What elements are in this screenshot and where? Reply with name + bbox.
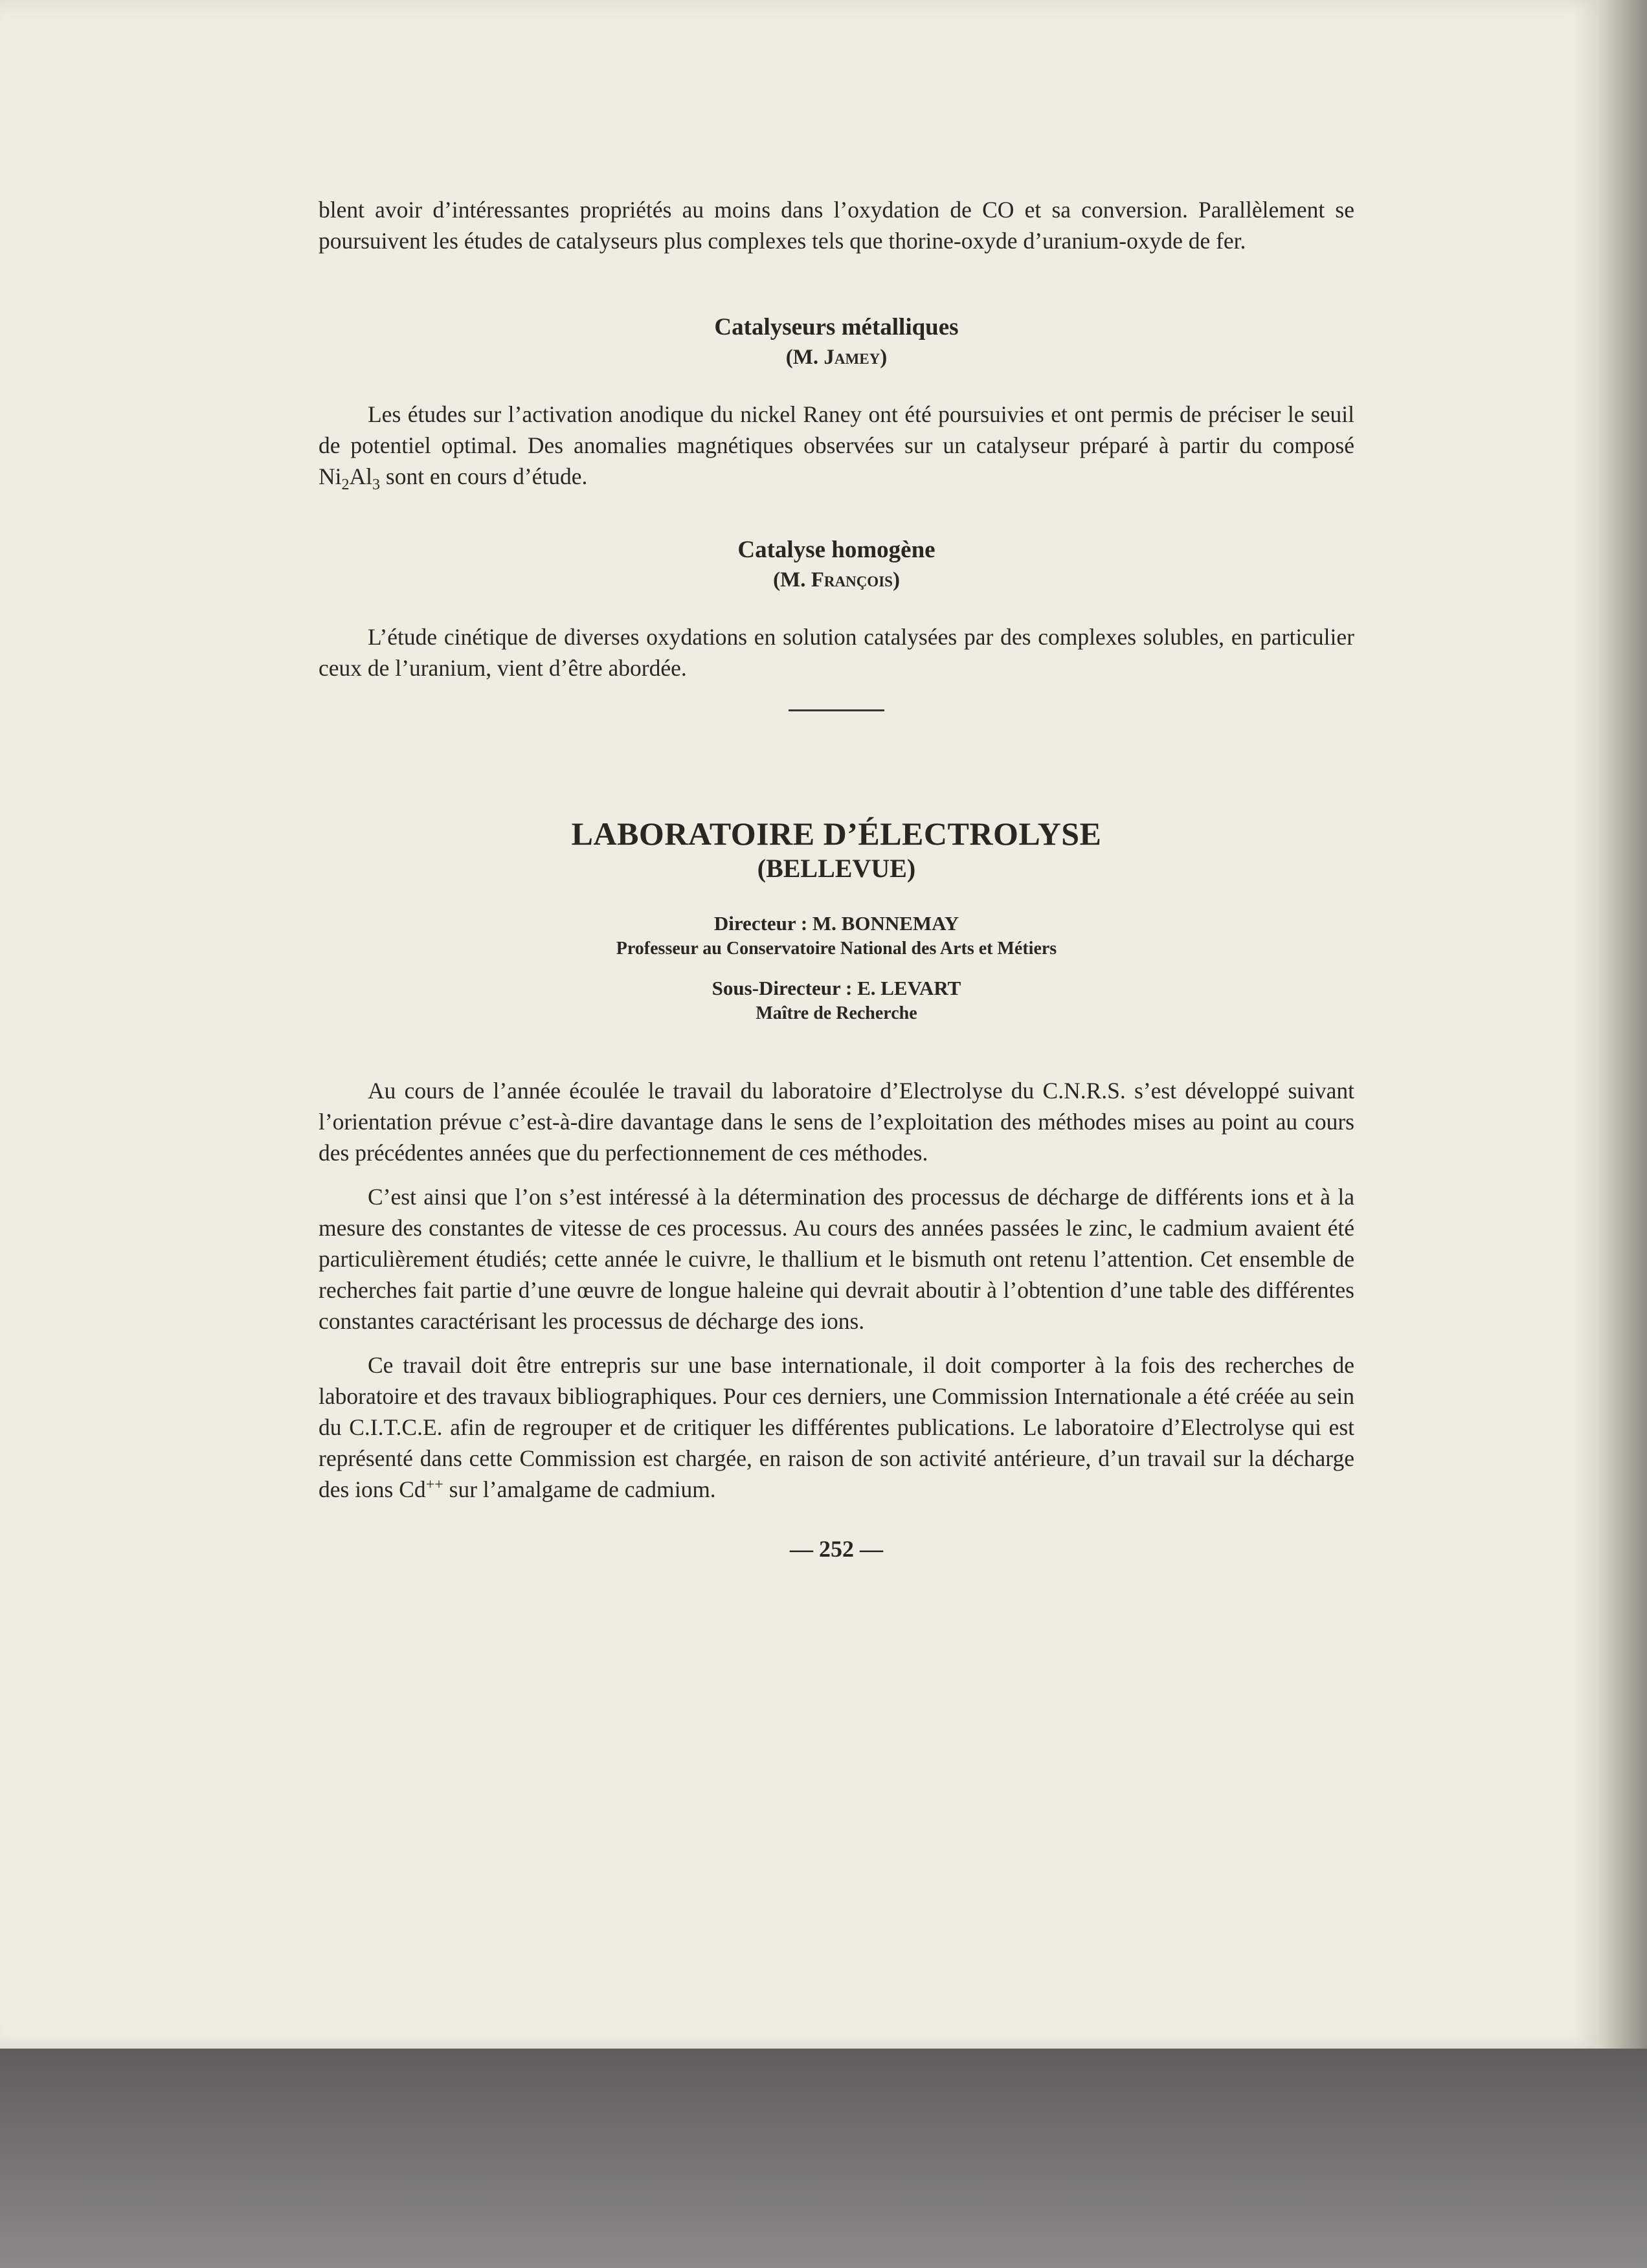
section-heading-catalyseurs-metalliques: Catalyseurs métalliques [714, 314, 959, 340]
page-number: — 252 — [790, 1536, 883, 1562]
page-content [319, 194, 1354, 1563]
section-author: (M. Jamey) [785, 346, 888, 369]
section-paragraph-catalyse: L’étude cinétique de diverses oxydations en solution catalysées par des complexes solubles, en particulier ceux de l’uranium, vient d’être abordée. [319, 624, 1354, 681]
director-line: Directeur : M. BONNEMAY [713, 912, 959, 935]
scan-background [0, 2049, 1647, 2268]
intro-paragraph: blent avoir d’intéressantes propriétés au moins dans l’oxydation de CO et sa conversion. Parallèlement se poursuivent les études de catalyseurs plus complexes tels que thorine-oxyde d’uranium-oxyde de fer. [319, 197, 1354, 254]
page-edge [1599, 0, 1647, 2049]
director-title: Professeur au Conservatoire National des Arts et Métiers [616, 939, 1057, 959]
section-author: (M. François) [773, 568, 900, 592]
lab-subtitle: (BELLEVUE) [757, 854, 916, 883]
subdirector-title: Maître de Recherche [756, 1003, 917, 1023]
section-heading-catalyse-homogene: Catalyse homogène [737, 537, 936, 563]
section-paragraph-catalyseurs: Les études sur l’activation anodique du nickel Raney ont été poursuivies et ont permis de préciser le seuil de potentiel optimal. Des anomalies magnétiques observées sur un catalyseur préparé à partir du composé $Ni_2Al_3$ sont en cours d’étude. [319, 401, 1354, 493]
lab-paragraph: Au cours de l’année écoulée le travail du laboratoire d’Electrolyse du C.N.R.S. s’est développé suivant l’orientation prévue c’est-à-dire davantage dans le sens de l’exploitation des méthodes mises au point au cours des précédentes années que du perfectionnement de ces méthodes. [319, 1078, 1354, 1166]
lab-paragraph: C’est ainsi que l’on s’est intéressé à la détermination des processus de décharge de différents ions et à la mesure des constantes de vitesse de ces processus. Au cours des années passées le zinc, le cadmium avaient été particulièrement étudiés; cette année le cuivre, le thallium et le bismuth ont retenu l’attention. Cet ensemble de recherches fait partie d’une œuvre de longue haleine qui devrait aboutir à l’obtention d’une table des différentes constantes caractérisant les processus de décharge des ions. [319, 1184, 1354, 1334]
lab-paragraph: Ce travail doit être entrepris sur une base internationale, il doit comporter à la fois des recherches de laboratoire et des travaux bibliographiques. Pour ces derniers, une Commission Internationale a été créée au sein du C.I.T.C.E. afin de regrouper et de critiquer les différentes publications. Le laboratoire d’Electrolyse qui est représenté dans cette Commission est chargée, en raison de son activité antérieure, d’un travail sur la décharge des ions Cd++ sur l’amalgame de cadmium. [319, 1352, 1354, 1502]
lab-title: LABORATOIRE D’ÉLECTROLYSE [571, 816, 1102, 852]
subdirector-line: Sous-Directeur : E. LEVART [711, 977, 961, 999]
